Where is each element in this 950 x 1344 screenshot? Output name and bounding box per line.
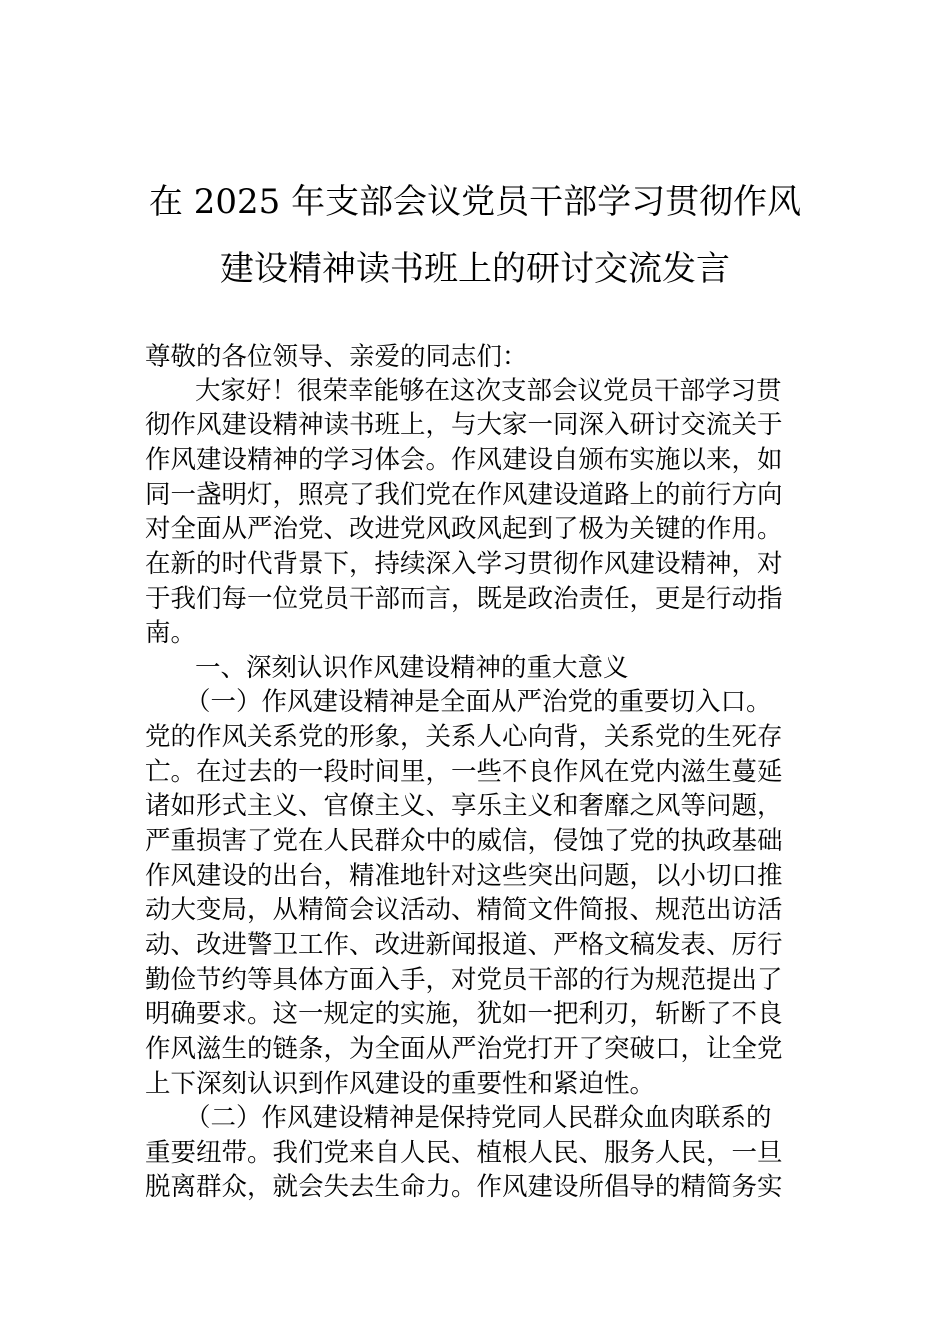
paragraph-line: 于我们每一位党员干部而言，既是政治责任，更是行动指 [145,584,783,614]
paragraph-line: 上下深刻认识到作风建设的重要性和紧迫性。 [145,1069,656,1099]
document-title-line-1: 在 2025 年支部会议党员干部学习贯彻作风 [148,182,802,222]
paragraph-line: 明确要求。这一规定的实施，犹如一把利刃，斩断了不良 [145,999,783,1029]
subsection-heading: （二）作风建设精神是保持党同人民群众血肉联系的 [185,1103,772,1133]
section-heading: 一、深刻认识作风建设精神的重大意义 [195,653,629,683]
paragraph-line: 脱离群众，就会失去生命力。作风建设所倡导的精简务实 [145,1172,783,1202]
paragraph-line: 大家好！很荣幸能够在这次支部会议党员干部学习贯 [195,376,782,406]
paragraph-line: 在新的时代背景下，持续深入学习贯彻作风建设精神，对 [145,549,783,579]
paragraph-line: 同一盏明灯，照亮了我们党在作风建设道路上的前行方向 [145,480,783,510]
document-title-line-2: 建设精神读书班上的研讨交流发言 [220,249,730,289]
paragraph-line: 亡。在过去的一段时间里，一些不良作风在党内滋生蔓延 [145,757,783,787]
paragraph-line: 南。 [145,618,197,648]
paragraph-line: 动大变局，从精简会议活动、精简文件简报、规范出访活 [145,895,783,925]
paragraph-line: 对全面从严治党、改进党风政风起到了极为关键的作用。 [145,514,783,544]
paragraph-line: 诸如形式主义、官僚主义、享乐主义和奢靡之风等问题， [145,791,783,821]
salutation: 尊敬的各位领导、亲爱的同志们： [145,342,528,372]
paragraph-line: 重要纽带。我们党来自人民、植根人民、服务人民，一旦 [145,1138,783,1168]
paragraph-line: 作风建设的出台，精准地针对这些突出问题，以小切口推 [145,861,783,891]
paragraph-line: 动、改进警卫工作、改进新闻报道、严格文稿发表、厉行 [145,930,783,960]
subsection-heading: （一）作风建设精神是全面从严治党的重要切入口。 [185,687,772,717]
paragraph-line: 作风建设精神的学习体会。作风建设自颁布实施以来，如 [145,445,783,475]
paragraph-line: 党的作风关系党的形象，关系人心向背，关系党的生死存 [145,722,783,752]
paragraph-line: 严重损害了党在人民群众中的威信，侵蚀了党的执政基础 [145,826,783,856]
paragraph-line: 彻作风建设精神读书班上，与大家一同深入研讨交流关于 [145,410,783,440]
paragraph-line: 勤俭节约等具体方面入手，对党员干部的行为规范提出了 [145,965,783,995]
paragraph-line: 作风滋生的链条，为全面从严治党打开了突破口，让全党 [145,1034,783,1064]
